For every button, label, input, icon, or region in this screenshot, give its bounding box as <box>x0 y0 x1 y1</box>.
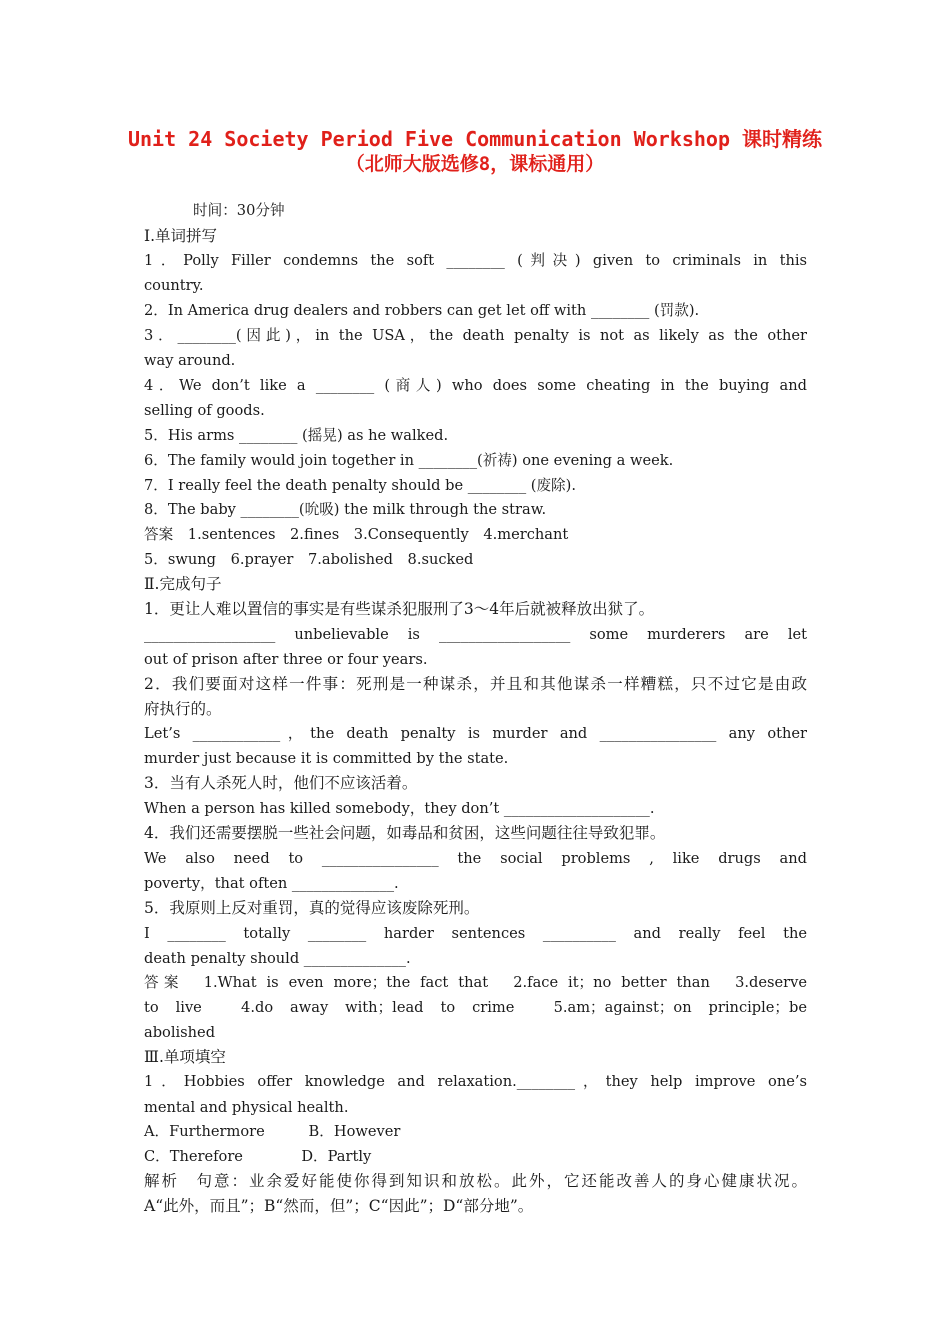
text-line: 1．Polly Filler condemns the soft ________ (判决) given to criminals in this <box>144 252 807 269</box>
text-line: Let’s ____________，the death penalty is murder and ________________ any other <box>144 725 807 742</box>
text-line: 1．Hobbies offer knowledge and relaxation.________，they help improve one’s <box>144 1073 807 1090</box>
text-line: 8．The baby ________(吮吸) the milk through the straw. <box>144 501 547 518</box>
text-line: Ⅱ.完成句子 <box>144 575 222 593</box>
text-line: 3．当有人杀死人时，他们不应该活着。 <box>144 774 418 792</box>
text-line: I.单词拼写 <box>144 227 218 245</box>
document-subtitle: （北师大版选修8，课标通用） <box>345 153 605 175</box>
text-line: poverty，that often ______________. <box>144 875 399 892</box>
text-line: out of prison after three or four years. <box>144 651 428 668</box>
text-line: 2．In America drug dealers and robbers can get let off with ________ (罚款). <box>144 302 700 319</box>
text-line: to live 4.do away with；lead to crime 5.am；against；on principle；be <box>144 999 807 1016</box>
text-line: We also need to ________________ the social problems , like drugs and <box>144 850 807 867</box>
text-line: 答案 1.sentences 2.fines 3.Consequently 4.merchant <box>144 526 569 543</box>
text-line: 7．I really feel the death penalty should be ________ (废除). <box>144 477 576 494</box>
text-line: 6．The family would join together in ________(祈祷) one evening a week. <box>144 452 674 469</box>
text-line: country. <box>144 277 204 294</box>
text-line: abolished <box>144 1024 216 1041</box>
text-line: 4．我们还需要摆脱一些社会问题，如毒品和贫困，这些问题往往导致犯罪。 <box>144 824 666 842</box>
text-line: A．Furthermore B．However <box>144 1123 401 1140</box>
text-line: mental and physical health. <box>144 1099 349 1116</box>
text-line: 5．swung 6.prayer 7.abolished 8.sucked <box>144 551 474 568</box>
text-line: 解析 句意：业余爱好能使你得到知识和放松。此外，它还能改善人的身心健康状况。 <box>144 1172 807 1190</box>
text-line: 5．His arms ________ (摇晃) as he walked. <box>144 427 449 444</box>
text-line: 4．We don’t like a ________ (商人) who does some cheating in the buying and <box>144 377 807 394</box>
text-line: When a person has killed somebody，they don’t ____________________. <box>144 800 655 817</box>
text-line: murder just because it is committed by the state. <box>144 750 509 767</box>
text-line: death penalty should ______________. <box>144 950 411 967</box>
text-line: selling of goods. <box>144 402 265 419</box>
text-line: way around. <box>144 352 236 369</box>
text-line: 5．我原则上反对重罚，真的觉得应该废除死刑。 <box>144 899 480 917</box>
text-line: 2．我们要面对这样一件事：死刑是一种谋杀，并且和其他谋杀一样糟糕，只不过它是由政 <box>144 675 807 693</box>
text-line: I ________ totally ________ harder sentences __________ and really feel the <box>144 925 807 942</box>
text-line: 1．更让人难以置信的事实是有些谋杀犯服刑了3～4年后就被释放出狱了。 <box>144 600 655 618</box>
text-line: Ⅲ.单项填空 <box>144 1048 226 1066</box>
time-limit: 时间：30分钟 <box>193 202 285 219</box>
text-line: A“此外，而且”；B“然而，但”；C“因此”；D“部分地”。 <box>144 1197 534 1215</box>
text-line: C．Therefore D．Partly <box>144 1148 372 1165</box>
document-title: Unit 24 Society Period Five Communication Workshop 课时精练 <box>127 127 823 151</box>
text-line: 答案 1.What is even more；the fact that 2.face it；no better than 3.deserve <box>144 974 807 991</box>
text-line: 府执行的。 <box>144 700 222 718</box>
text-line: __________________ unbelievable is __________________ some murderers are let <box>144 626 807 643</box>
text-line: 3．________(因此)，in the USA，the death penalty is not as likely as the other <box>144 327 807 344</box>
